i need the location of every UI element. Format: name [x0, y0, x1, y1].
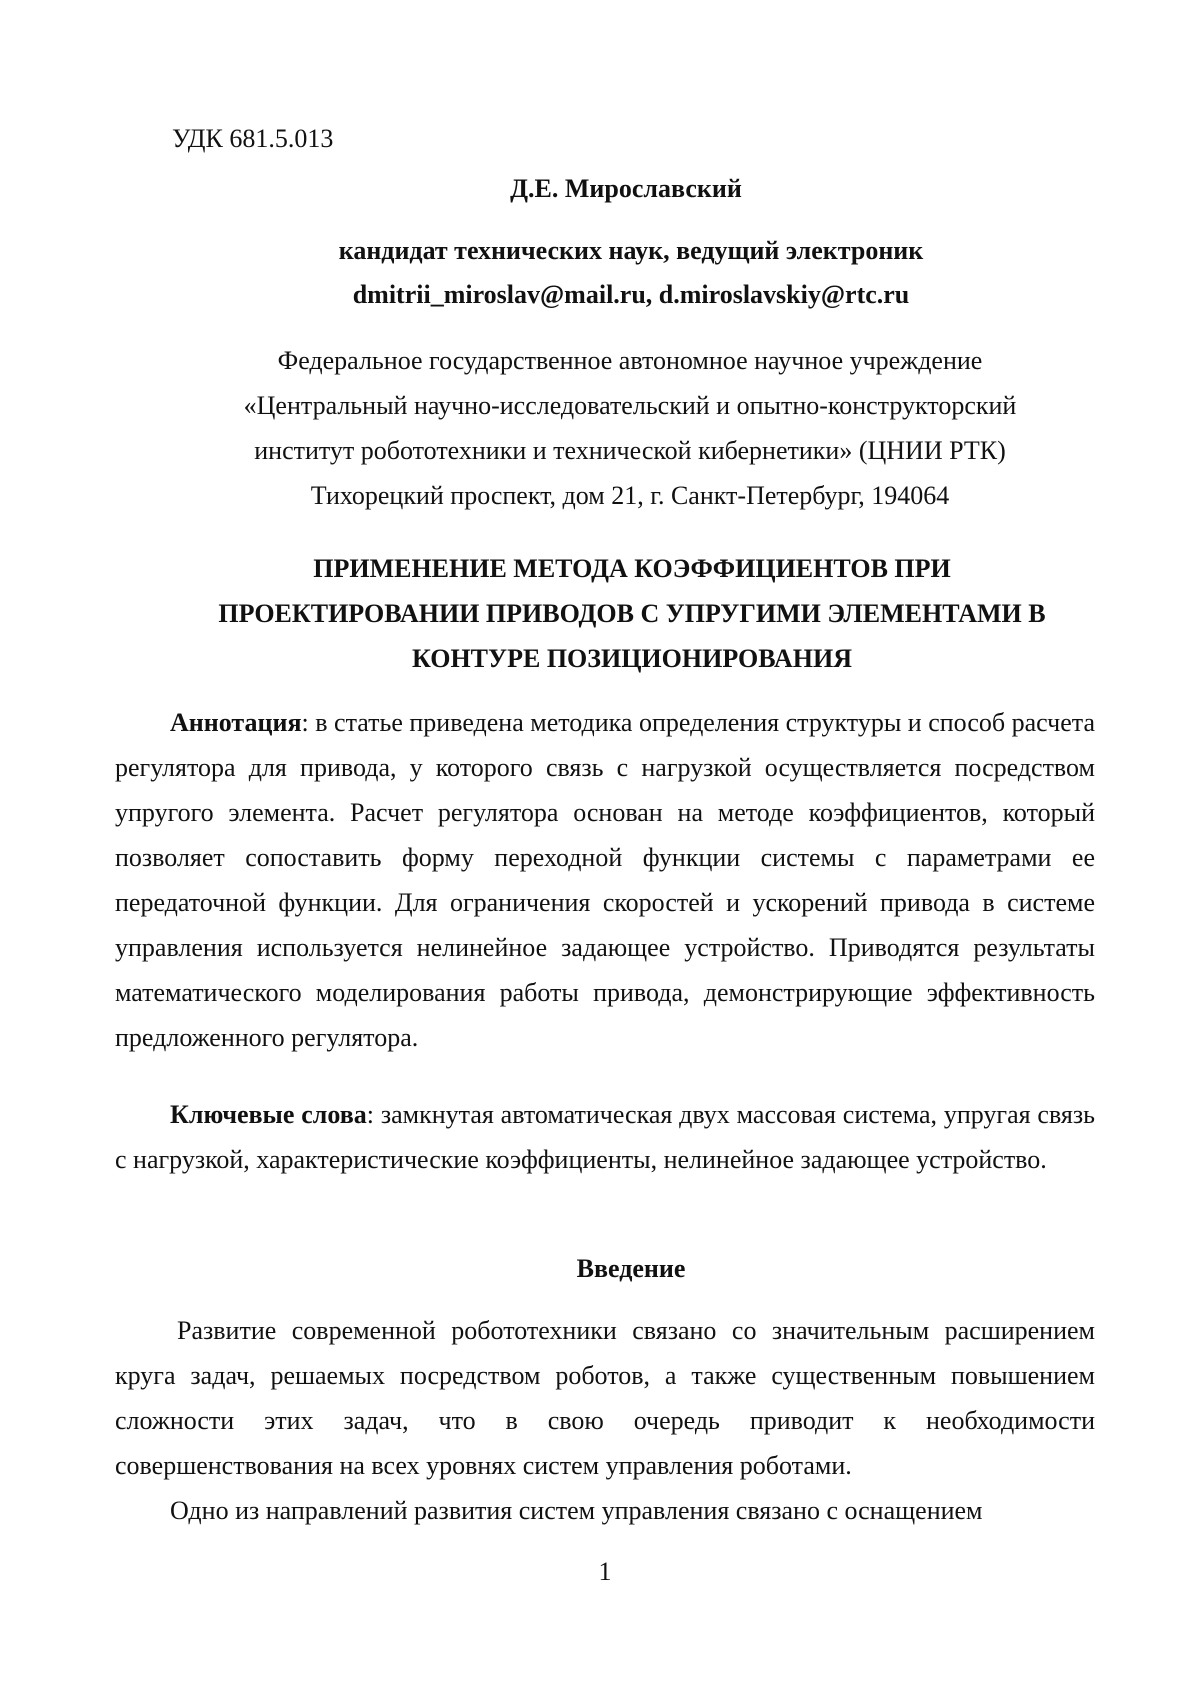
affiliation-block: [190, 338, 1070, 518]
title-line-3: КОНТУРЕ ПОЗИЦИОНИРОВАНИЯ: [412, 644, 852, 673]
udk-code: УДК 681.5.013: [172, 124, 334, 153]
page-number: 1: [598, 1557, 612, 1586]
abstract-paragraph: [115, 700, 1095, 1060]
author-emails: dmitrii_miroslav@mail.ru, d.miroslavskiy@rtc.ru: [352, 280, 910, 309]
keywords-text: : замкнутая автоматическая двух массовая система, упругая связь с нагрузкой, характеристические коэффициенты, нелинейное задающее устройство.: [115, 1100, 1095, 1174]
keywords-label: Ключевые слова: [170, 1100, 367, 1129]
title-line-2: ПРОЕКТИРОВАНИИ ПРИВОДОВ С УПРУГИМИ ЭЛЕМЕНТАМИ В: [218, 599, 1046, 628]
paper-title: [150, 546, 1114, 681]
introduction-paragraph-2: Одно из направлений развития систем управления связано с оснащением: [170, 1496, 983, 1525]
affiliation-line-2: «Центральный научно-исследовательский и опытно-конструкторский: [243, 391, 1017, 420]
abstract-label: Аннотация: [170, 708, 302, 737]
abstract-text: : в статье приведена методика определения структуры и способ расчета регулятора для привода, у которого связь с нагрузкой осуществляется посредством упругого элемента. Расчет регулятора основан на методе коэффициентов, который позволяет сопоставить форму переходной функции системы с параметрами ее передаточной функции. Для ограничения скоростей и ускорений привода в системе управления используется нелинейное задающее устройство. Приводятся результаты математического моделирования работы привода, демонстрирующие эффективность предложенного регулятора.: [115, 708, 1095, 1052]
author-degree: кандидат технических наук, ведущий электроник: [338, 236, 924, 265]
section-heading-introduction: Введение: [576, 1254, 686, 1283]
keywords-paragraph: [115, 1092, 1095, 1182]
affiliation-line-4: Тихорецкий проспект, дом 21, г. Санкт-Петербург, 194064: [310, 481, 950, 510]
title-line-1: ПРИМЕНЕНИЕ МЕТОДА КОЭФФИЦИЕНТОВ ПРИ: [313, 554, 951, 583]
author-name: Д.Е. Мирославский: [510, 174, 742, 203]
affiliation-line-1: Федеральное государственное автономное научное учреждение: [277, 346, 983, 375]
affiliation-line-3: институт робототехники и технической кибернетики» (ЦНИИ РТК): [254, 436, 1006, 465]
introduction-paragraph-1: Развитие современной робототехники связано со значительным расширением круга задач, решаемых посредством роботов, а также существенным повышением сложности этих задач, что в свою очередь приводит к необходимости совершенствования на всех уровнях систем управления роботами.: [115, 1316, 1095, 1480]
